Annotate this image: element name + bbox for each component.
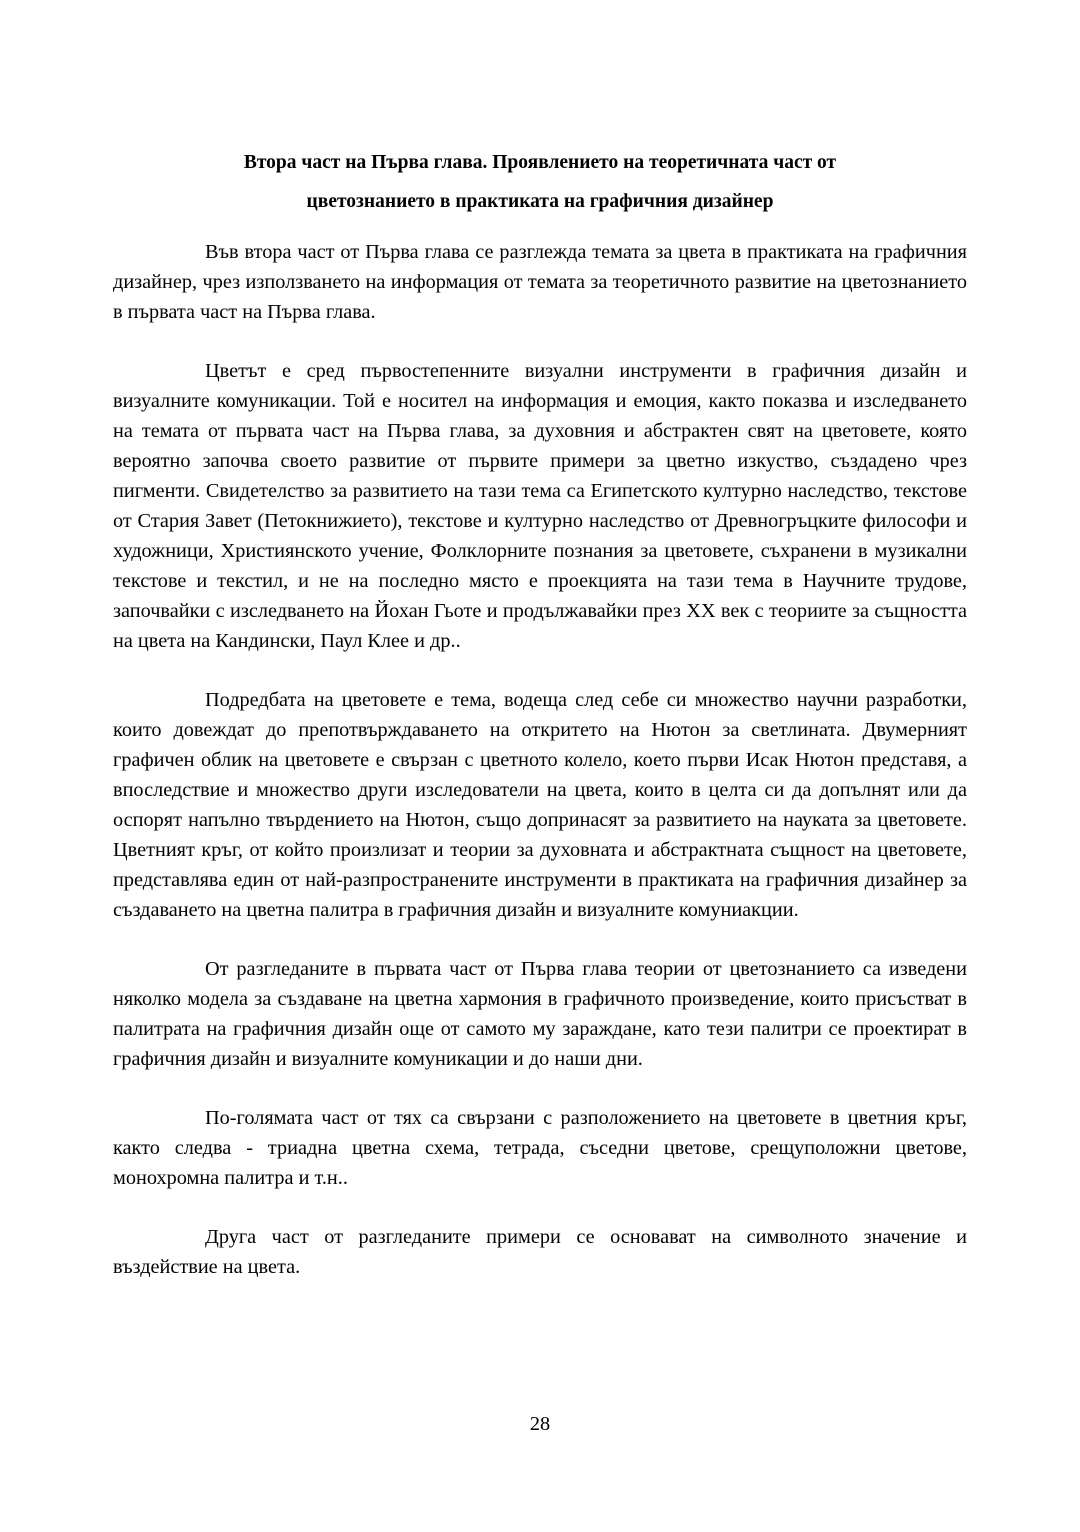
paragraph: Цветът е сред първостепенните визуални инструменти в графичния дизайн и визуалните комуникации. Той е носител на информация и емоция, както показва и изследването на темата от първата част на Първа глава, за духовния и абстрактен свят на цветовете, която вероятно започва своето развитие от първите примери за цветно изкуство, създадено чрез пигменти. Свидетелство за развитието на тази тема са Египетското културно наследство, текстове от Стария Завет (Петокнижието), текстове и културно наследство от Древногръцките философи и художници, Християнското учение, Фолклорните познания за цветовете, съхранени в музикални текстове и текстил, и не на последно място е проекцията на тази тема в Научните трудове, започвайки с изследването на Йохан Гьоте и продължавайки през ХХ век с теориите за същността на цвета на Кандински, Паул Клее и др.. xyxy=(113,360,967,652)
page-number: 28 xyxy=(529,1413,551,1435)
paragraph: Друга част от разгледаните примери се основават на символното значение и въздействие на цвета. xyxy=(113,1226,967,1278)
chapter-title-line-2: цветознанието в практиката на графичния дизайнер xyxy=(306,191,774,212)
paragraph: По-голямата част от тях са свързани с разположението на цветовете в цветния кръг, както следва - триадна цветна схема, тетрада, съседни цветове, срещуположни цветове, монохромна палитра и т.н.. xyxy=(113,1107,967,1189)
chapter-title-line-1: Втора част на Първа глава. Проявлението на теоретичната част от xyxy=(243,152,837,173)
body-text xyxy=(113,237,967,1311)
paragraph: От разгледаните в първата част от Първа глава теории от цветознанието са изведени няколко модела за създаване на цветна хармония в графичното произведение, които присъстват в палитрата на графичния дизайн още от самото му зараждане, като тези палитри се проектират в графичния дизайн и визуалните комуникации и до наши дни. xyxy=(113,958,967,1070)
paragraph: Във втора част от Първа глава се разглежда темата за цвета в практиката на графичния дизайнер, чрез използването на информация от темата за теоретичното развитие на цветознанието в първата част на Първа глава. xyxy=(113,241,967,323)
paragraph: Подредбата на цветовете е тема, водеща след себе си множество научни разработки, които довеждат до препотвърждаването на откритето на Нютон за светлината. Двумерният графичен облик на цветовете е свързан с цветното колело, което първи Исак Нютон представя, а впоследствие и множество други изследователи на цвета, които в целта си да допълнят или да оспорят напълно твърдението на Нютон, също допринасят за развитието на науката за цветовете. Цветният кръг, от който произлизат и теории за духовната и абстрактната същност на цветовете, представлява един от най-разпространените инструменти в практиката на графичния дизайнер за създаването на цветна палитра в графичния дизайн и визуалните комуниакции. xyxy=(113,689,967,921)
chapter-title xyxy=(120,143,960,221)
